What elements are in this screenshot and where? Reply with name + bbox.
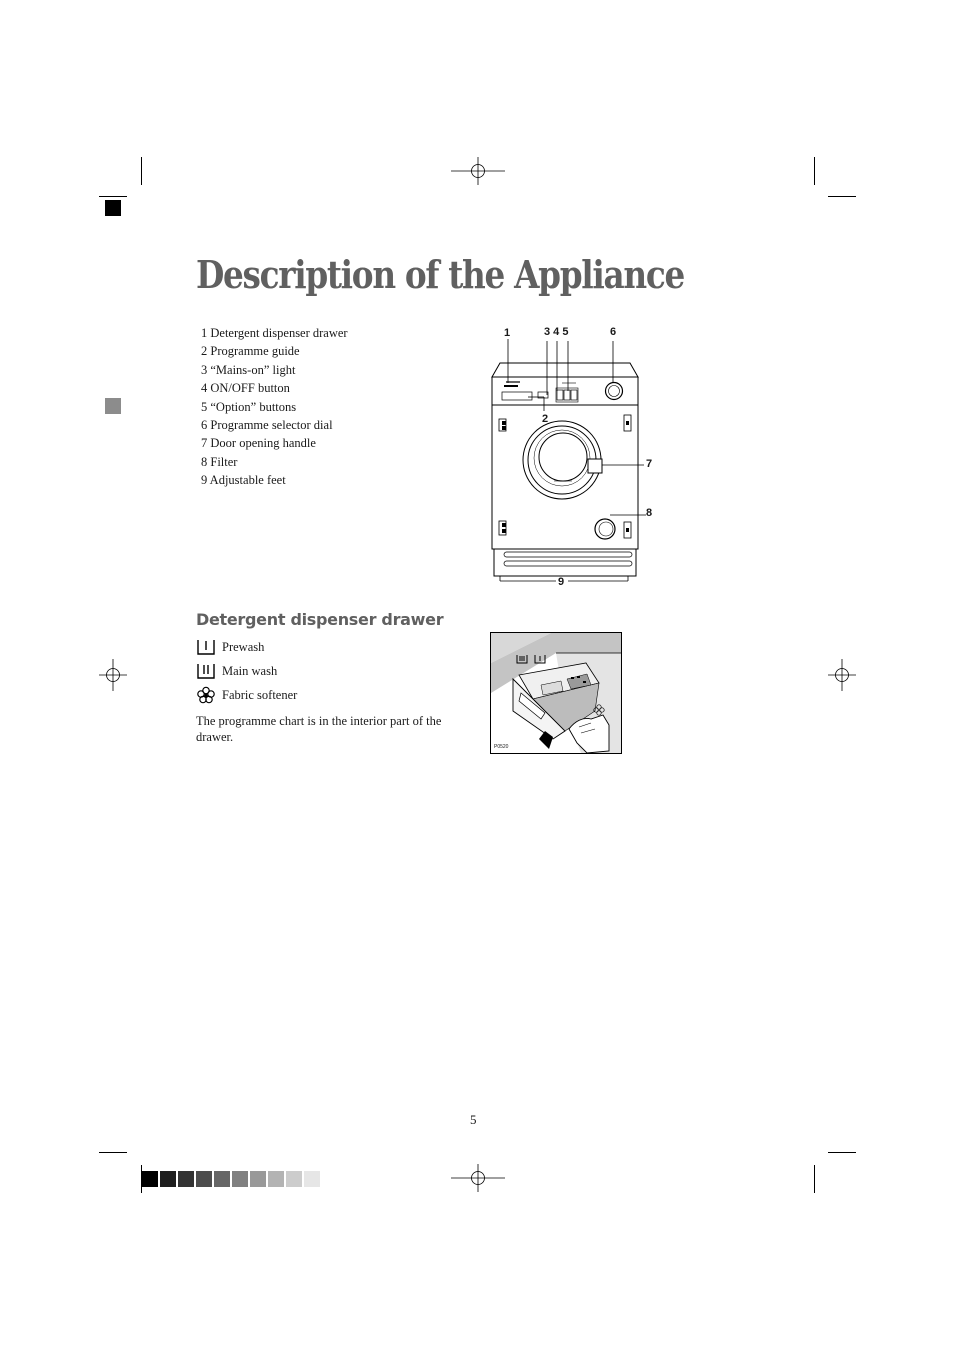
callout-1: 1 [504,327,511,339]
legend-item-prewash [196,637,264,657]
registration-square-gray [105,398,121,414]
prewash-compartment-icon [196,638,216,656]
callout-2: 2 [542,413,549,425]
callout-3-4-5: 3 4 5 [544,326,569,338]
programme-chart-note: The programme chart is in the interior part of the drawer. [196,714,442,744]
parts-list-item: 1 Detergent dispenser drawer [201,326,348,340]
parts-list-item: 3 “Mains-on” light [201,362,296,377]
figure-code-label: P0520 [494,744,509,750]
drawer-illustration [490,632,622,754]
parts-list [201,325,348,491]
legend-label: Main wash [222,663,278,678]
callout-9: 9 [558,576,565,588]
parts-list-item: 4 ON/OFF button [201,381,290,396]
dispenser-drawer-illustration [491,633,621,753]
callout-7: 7 [646,458,653,470]
appliance-diagram [480,325,660,595]
callout-8: 8 [646,507,653,519]
page-title: Description of the Appliance [196,252,685,297]
legend-item-fabric-softener [196,685,297,705]
legend-item-main-wash [196,661,277,681]
parts-list-item: 2 Programme guide [201,344,300,359]
registration-target-icon [99,659,127,691]
washing-machine-illustration [480,325,660,595]
registration-target-icon [451,157,505,185]
registration-target-icon [451,1164,505,1192]
parts-list-item: 5 “Option” buttons [201,399,297,414]
parts-list-item: 6 Programme selector dial [201,417,333,432]
section-heading: Detergent dispenser drawer [196,610,444,629]
registration-square-black [105,200,121,216]
page-number: 5 [470,1112,477,1127]
callout-6: 6 [610,326,617,338]
registration-target-icon [828,659,856,691]
legend-label: Fabric softener [222,687,298,702]
parts-list-item: 8 Filter [201,454,238,469]
legend-label: Prewash [222,639,265,654]
main-wash-compartment-icon [196,662,216,680]
parts-list-item: 7 Door opening handle [201,436,316,451]
parts-list-item: 9 Adjustable feet [201,473,286,488]
fabric-softener-flower-icon [196,686,216,704]
